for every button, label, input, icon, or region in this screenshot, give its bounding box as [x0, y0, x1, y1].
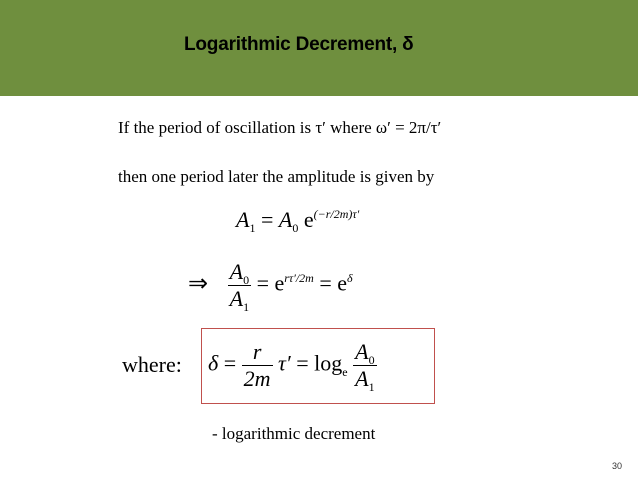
eq2-num-sub: 0	[243, 273, 250, 287]
amplitude-ratio-fraction	[353, 339, 376, 392]
eq2-num: A	[229, 259, 244, 284]
implies-arrow: ⇒	[188, 270, 209, 297]
eq2-exponent1: rτ′/2m	[284, 270, 314, 285]
eq3-frac-num: r	[252, 339, 262, 364]
eq3-equals1: =	[223, 350, 237, 376]
ratio-equation	[188, 259, 353, 312]
eq3-frac-den: 2m	[243, 366, 271, 391]
eq1-lhs-sub: 1	[249, 221, 256, 235]
where-label: where:	[122, 352, 182, 377]
eq1-exponent: (−r/2m)τ′	[313, 207, 360, 221]
title-bar	[0, 0, 638, 96]
delta-symbol: δ	[208, 350, 219, 376]
eq1-rhs-symbol: A	[278, 207, 293, 232]
eq1-equals: =	[260, 207, 274, 232]
eq2-equals1: =	[256, 270, 269, 296]
eq2-equals2: =	[319, 270, 332, 296]
eq3-log-sub: e	[342, 364, 348, 379]
eq2-exponent2: δ	[347, 270, 353, 285]
amplitude-statement: then one period later the amplitude is given by	[118, 167, 435, 186]
delta-definition	[208, 339, 377, 392]
eq3-num: A	[355, 339, 369, 364]
eq1-rhs-sub: 0	[292, 221, 299, 235]
eq3-log: log	[314, 350, 343, 376]
eq3-den-sub: 1	[368, 380, 375, 394]
eq1-base: e	[303, 207, 314, 232]
r-over-2m-fraction	[242, 339, 273, 392]
slide-title: Logarithmic Decrement, δ	[184, 34, 414, 55]
amplitude-equation	[236, 207, 359, 233]
eq2-den-sub: 1	[243, 300, 250, 314]
eq3-den: A	[355, 366, 369, 391]
eq2-base2: e	[337, 270, 348, 296]
period-statement: If the period of oscillation is τ′ where ω′ = 2π/τ′	[118, 118, 442, 137]
eq1-lhs-symbol: A	[236, 207, 250, 232]
ratio-fraction	[228, 259, 251, 312]
page-number: 30	[612, 461, 623, 471]
eq2-den: A	[229, 286, 244, 311]
caption: - logarithmic decrement	[212, 424, 376, 443]
eq3-tau: τ′	[278, 350, 291, 376]
eq2-base1: e	[274, 270, 285, 296]
eq3-equals2: =	[296, 350, 309, 376]
eq3-num-sub: 0	[368, 353, 375, 367]
